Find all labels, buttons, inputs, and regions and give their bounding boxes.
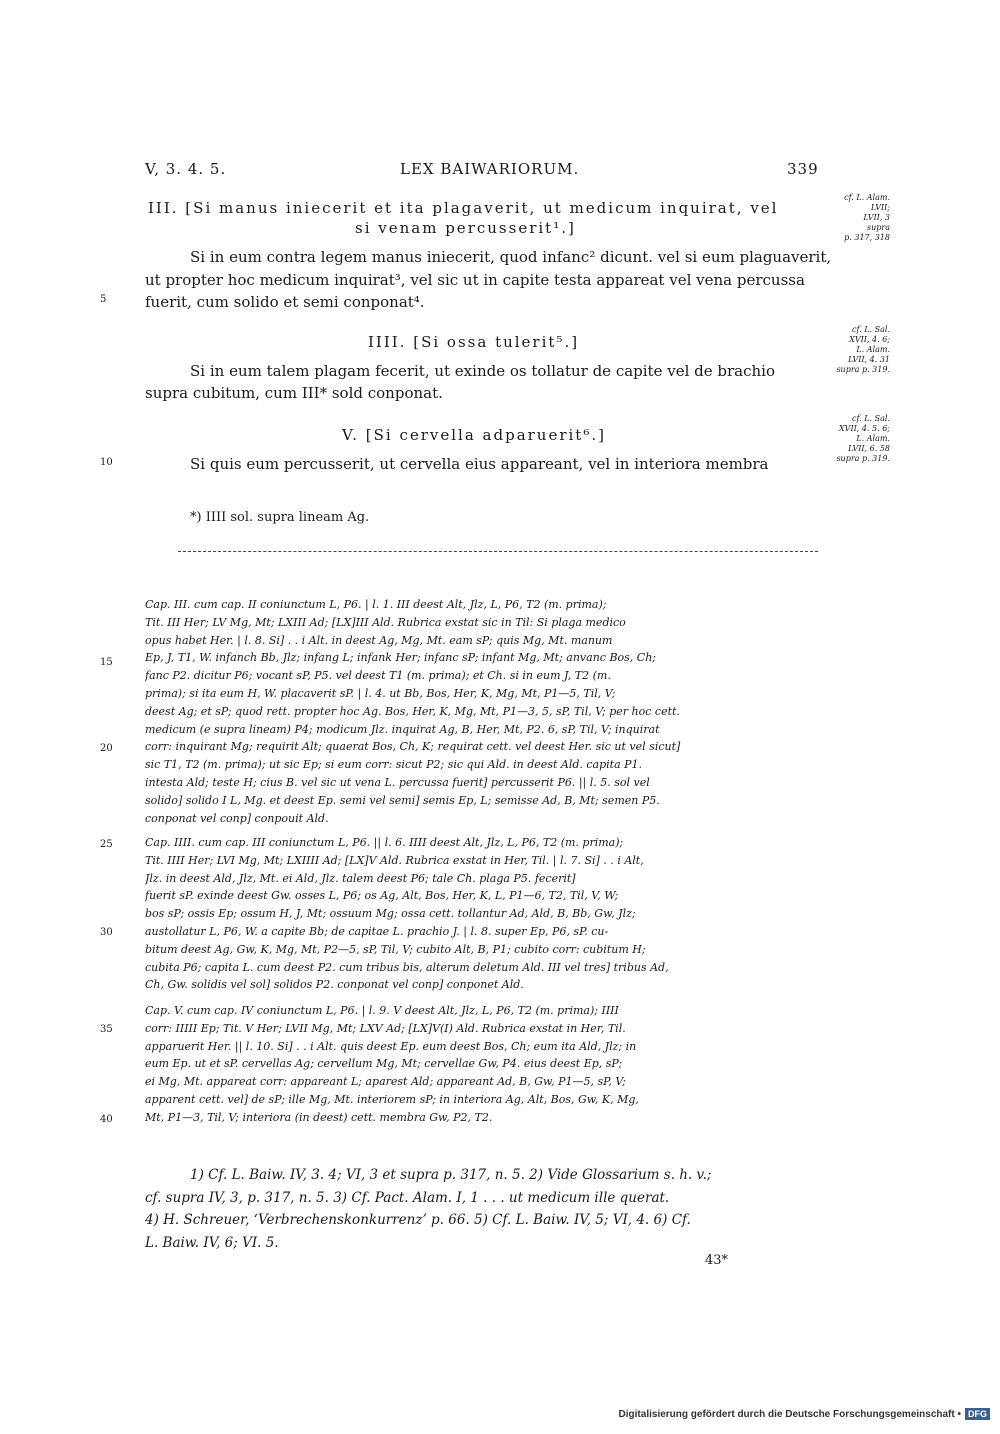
apparatus-line: conponat vel conp] conpouit Ald. <box>145 811 329 825</box>
apparatus-line: prima); si ita eum H, W. placaverit sP. | l. 4. ut Bb, Bos, Her, K, Mg, Mt, P1—5, Til, V; <box>145 686 616 700</box>
apparatus-block-cap-3 <box>145 596 815 827</box>
chapter-4-heading: IIII. [Si ossa tulerit⁵.] <box>368 333 580 351</box>
apparatus-line: opus habet Her. | l. 8. Si] . . i Alt. in deest Ag, Mg, Mt. eam sP; quis Mg, Mt. manum <box>145 633 613 647</box>
apparatus-line: bitum deest Ag, Gw, K, Mg, Mt, P2—5, sP, Til, V; cubito Alt, B, P1; cubito corr: cubitum H; <box>145 942 646 956</box>
apparatus-line: deest Ag; et sP; quod rett. propter hoc Ag. Bos, Her, K, Mg, Mt, P1—3, 5, sP, Til, V; per hoc cett. <box>145 704 680 718</box>
side-note-line: LVII, 3 <box>863 213 890 222</box>
apparatus-line: fuerit sP. exinde deest Gw. osses L, P6; os Ag, Alt, Bos, Her, K, L, P1—6, T2, Til, V, W; <box>145 889 619 903</box>
signature-mark: 43* <box>705 1253 729 1268</box>
side-note-line: LVII, 6. 58 <box>848 444 890 453</box>
dfg-logo: DFG <box>965 1408 990 1420</box>
footnotes <box>145 1164 815 1254</box>
apparatus-line: Cap. IIII. cum cap. III coniunctum L, P6. || l. 6. IIII deest Alt, Jlz, L, P6, T2 (m. prima); <box>145 836 624 849</box>
apparatus-line: apparuerit Her. || l. 10. Si] . . i Alt. quis deest Ep. eum deest Bos, Ch; eum ita Ald, Jlz; in <box>145 1039 637 1053</box>
chapter-3-text-line-2: ut propter hoc medicum inquirat³, vel sic ut in capite testa appareat vel vena percussa <box>145 271 805 289</box>
side-note-line: L. Alam. <box>856 434 890 443</box>
line-number: 35 <box>100 1024 113 1035</box>
apparatus-line: fanc P2. dicitur P6; vocant sP, P5. vel deest T1 (m. prima); et Ch. si in eum J, T2 (m. <box>145 669 611 683</box>
apparatus-line: Jlz. in deest Ald, Jlz, Mt. ei Ald, Jlz. talem deest P6; tale Ch. plaga P5. fecerit] <box>145 871 576 885</box>
apparatus-line: Tit. IIII Her; LVI Mg, Mt; LXIIII Ad; [LX]V Ald. Rubrica exstat in Her, Til. | l. 7. Si] . . i Alt, <box>145 853 644 867</box>
side-note-line: supra <box>867 223 890 232</box>
side-note-line: XVII, 4. 5. 6; <box>838 424 890 433</box>
running-header-left: V, 3. 4. 5. <box>145 160 227 178</box>
side-note-line: cf. L. Sal. <box>852 414 890 423</box>
line-number: 15 <box>100 657 113 668</box>
line-number: 20 <box>100 743 113 754</box>
footnote-line: 4) H. Schreuer, ‘Verbrechenskonkurrenz’ p. 66. 5) Cf. L. Baiw. IV, 5; VI, 4. 6) Cf. <box>145 1212 691 1228</box>
side-note-line: LVII, 4. 31 <box>848 355 890 364</box>
apparatus-line: Cap. V. cum cap. IV coniunctum L, P6. | l. 9. V deest Alt, Jlz, L, P6, T2 (m. prima); IIII <box>145 1004 619 1017</box>
line-number: 10 <box>100 457 113 468</box>
apparatus-separator <box>178 551 818 552</box>
apparatus-block-cap-4 <box>145 834 815 994</box>
line-number: 25 <box>100 839 113 850</box>
apparatus-line: solido] solido I L, Mg. et deest Ep. semi vel semi] semis Ep, L; semisse Ad, B, Mt; semen P5. <box>145 793 660 807</box>
chapter-4-side-note <box>810 325 890 375</box>
side-note-line: cf. L. Sal. <box>852 325 890 334</box>
side-note-line: p. 317, 318 <box>844 233 890 242</box>
chapter-3-heading-line-1: III. [Si manus iniecerit et ita plagaverit, ut medicum inquirat, vel <box>148 199 779 217</box>
footnote-line: 1) Cf. L. Baiw. IV, 3. 4; VI, 3 et supra p. 317, n. 5. 2) Vide Glossarium s. h. v.; <box>190 1167 712 1183</box>
footnote-line: L. Baiw. IV, 6; VI. 5. <box>145 1234 279 1251</box>
apparatus-line: intesta Ald; teste H; cius B. vel sic ut vena L. percussa fuerit] percusserit P6. || l. 5. sol vel <box>145 775 650 789</box>
apparatus-line: Cap. III. cum cap. II coniunctum L, P6. | l. 1. III deest Alt, Jlz, L, P6, T2 (m. prima); <box>145 598 607 611</box>
apparatus-line: eum Ep. ut et sP. cervellas Ag; cervellum Mg, Mt; cervellae Gw, P4. eius deest Ep, sP; <box>145 1057 623 1071</box>
apparatus-line: cubita P6; capita L. cum deest P2. cum tribus bis, alterum deletum Ald. III vel tres] tribus Ad, <box>145 960 669 974</box>
apparatus-block-cap-5 <box>145 1002 815 1127</box>
apparatus-line: Ch, Gw. solidis vel sol] solidos P2. conponat vel conp] conponet Ald. <box>145 978 524 992</box>
line-number: 5 <box>100 294 107 305</box>
chapter-5-text-line-1: Si quis eum percusserit, ut cervella eius appareant, vel in interiora membra <box>190 455 769 473</box>
apparatus-line: Ep, J, T1, W. infanch Bb, Jlz; infang L; infank Her; infanc sP; infant Mg, Mt; anvanc Bos, Ch; <box>145 651 656 665</box>
line-number: 40 <box>100 1114 113 1125</box>
apparatus-line: Mt, P1—3, Til, V; interiora (in deest) cett. membra Gw, P2, T2. <box>145 1110 493 1124</box>
chapter-3-text-line-1: Si in eum contra legem manus iniecerit, quod infanc² dicunt. vel si eum plaguaverit, <box>190 248 832 266</box>
apparatus-line: austollatur L, P6, W. a capite Bb; de capitae L. prachio J. | l. 8. super Ep, P6, sP. cu- <box>145 924 609 938</box>
chapter-5-heading: V. [Si cervella adparuerit⁶.] <box>342 426 606 444</box>
side-note-line: supra p. 319. <box>836 365 890 374</box>
chapter-3-side-note <box>810 193 890 243</box>
apparatus-line: Tit. III Her; LV Mg, Mt; LXIII Ad; [LX]III Ald. Rubrica exstat sic in Til: Si plaga medico <box>145 615 626 629</box>
apparatus-line: apparent cett. vel] de sP; ille Mg, Mt. interiorem sP; in interiora Ag, Alt, Bos, Gw, K, Mg, <box>145 1092 639 1106</box>
star-footnote: *) IIII sol. supra lineam Ag. <box>190 510 370 525</box>
footer-text: Digitalisierung gefördert durch die Deutsche Forschungsgemeinschaft • <box>618 1408 961 1420</box>
side-note-line: LVII; <box>870 203 890 212</box>
apparatus-line: corr: inquirant Mg; requirit Alt; quaerat Bos, Ch, K; requirat cett. vel deest Her. sic ut vel sicut] <box>145 740 681 754</box>
apparatus-line: sic T1, T2 (m. prima); ut sic Ep; si eum corr: sicut P2; sic qui Ald. in deest Ald. capita P1. <box>145 758 643 772</box>
chapter-4-text-line-2: supra cubitum, cum III* sold conponat. <box>145 384 443 402</box>
apparatus-line: medicum (e supra lineam) P4; modicum Jlz. inquirat Ag, B, Her, Mt, P2. 6, sP, Til, V; inquirat <box>145 722 660 736</box>
apparatus-line: bos sP; ossis Ep; ossum H, J, Mt; ossuum Mg; ossa cett. tollantur Ad, Ald, B, Bb, Gw, Jlz; <box>145 907 636 921</box>
running-header-title: LEX BAIWARIORUM. <box>400 160 580 178</box>
page-number: 339 <box>787 160 819 178</box>
side-note-line: L. Alam. <box>856 345 890 354</box>
chapter-4-text-line-1: Si in eum talem plagam fecerit, ut exinde os tollatur de capite vel de brachio <box>190 362 775 380</box>
apparatus-line: ei Mg, Mt. appareat corr: appareant L; aparest Ald; appareant Ad, B, Gw, P1—5, sP, V; <box>145 1075 626 1089</box>
footnote-line: cf. supra IV, 3, p. 317, n. 5. 3) Cf. Pact. Alam. I, 1 . . . ut medicum ille querat. <box>145 1189 670 1206</box>
side-note-line: XVII, 4. 6; <box>849 335 890 344</box>
chapter-3-text-line-3: fuerit, cum solido et semi conponat⁴. <box>145 293 425 311</box>
chapter-3-heading-line-2: si venam percusserit¹.] <box>355 219 576 237</box>
line-number: 30 <box>100 927 113 938</box>
side-note-line: cf. L. Alam. <box>844 193 890 202</box>
side-note-line: supra p. 319. <box>836 454 890 463</box>
chapter-5-side-note <box>810 414 890 464</box>
apparatus-line: corr: IIIII Ep; Tit. V Her; LVII Mg, Mt; LXV Ad; [LX]V(I) Ald. Rubrica exstat in Her, Til. <box>145 1021 626 1035</box>
digitization-footer <box>619 1408 990 1420</box>
